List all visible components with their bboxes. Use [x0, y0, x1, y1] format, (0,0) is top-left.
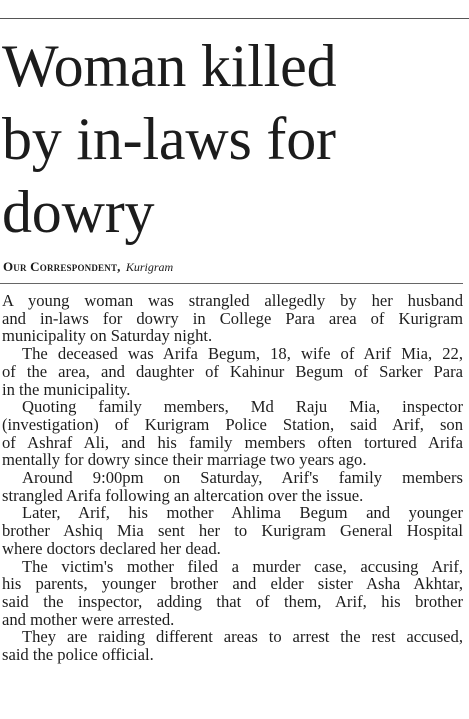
body-line: of Ashraf Ali, and his family members often tortured Arifa: [2, 432, 463, 452]
body-line: and mother were arrested.: [2, 609, 175, 629]
body-line: They are raiding different areas to arrest the rest accused,: [22, 627, 463, 647]
byline-place: Kurigram: [125, 260, 174, 274]
byline-author: Our Correspondent,: [3, 259, 121, 274]
body-line: Later, Arif, his mother Ahlima Begum and younger: [22, 503, 463, 523]
byline: [3, 259, 173, 275]
body-line: and in-laws for dowry in College Para area of Kurigram: [2, 308, 463, 328]
body-line: said the inspector, adding that of them, Arif, his brother: [2, 591, 463, 611]
body-line: mentally for dowry since their marriage two years ago.: [2, 450, 367, 470]
body-line: where doctors declared her dead.: [2, 538, 221, 558]
body-line: The victim's mother filed a murder case, accusing Arif,: [22, 556, 463, 576]
body-line: (investigation) of Kurigram Police Station, said Arif, son: [2, 414, 463, 434]
body-line: his parents, younger brother and elder sister Asha Akhtar,: [2, 574, 463, 594]
headline: [2, 30, 468, 249]
body-line: strangled Arifa following an altercation over the issue.: [2, 485, 364, 505]
headline-line: dowry: [2, 179, 155, 245]
headline-line: Woman killed: [2, 33, 337, 99]
body-line: said the police official.: [2, 645, 154, 665]
body-line: The deceased was Arifa Begum, 18, wife of Arif Mia, 22,: [22, 344, 463, 364]
headline-line: by in-laws for: [2, 106, 336, 172]
body-line: Quoting family members, Md Raju Mia, inspector: [22, 397, 463, 417]
body-line: A young woman was strangled allegedly by her husband: [2, 291, 463, 310]
body-line: in the municipality.: [2, 379, 131, 399]
body-line: municipality on Saturday night.: [2, 326, 213, 346]
top-divider: [0, 18, 469, 19]
byline-divider: [0, 283, 463, 284]
article-body: [2, 292, 463, 664]
body-line: of the area, and daughter of Kahinur Begum of Sarker Para: [2, 361, 463, 381]
body-line: Around 9:00pm on Saturday, Arif's family members: [22, 468, 463, 488]
body-line: brother Ashiq Mia sent her to Kurigram General Hospital: [2, 521, 463, 541]
